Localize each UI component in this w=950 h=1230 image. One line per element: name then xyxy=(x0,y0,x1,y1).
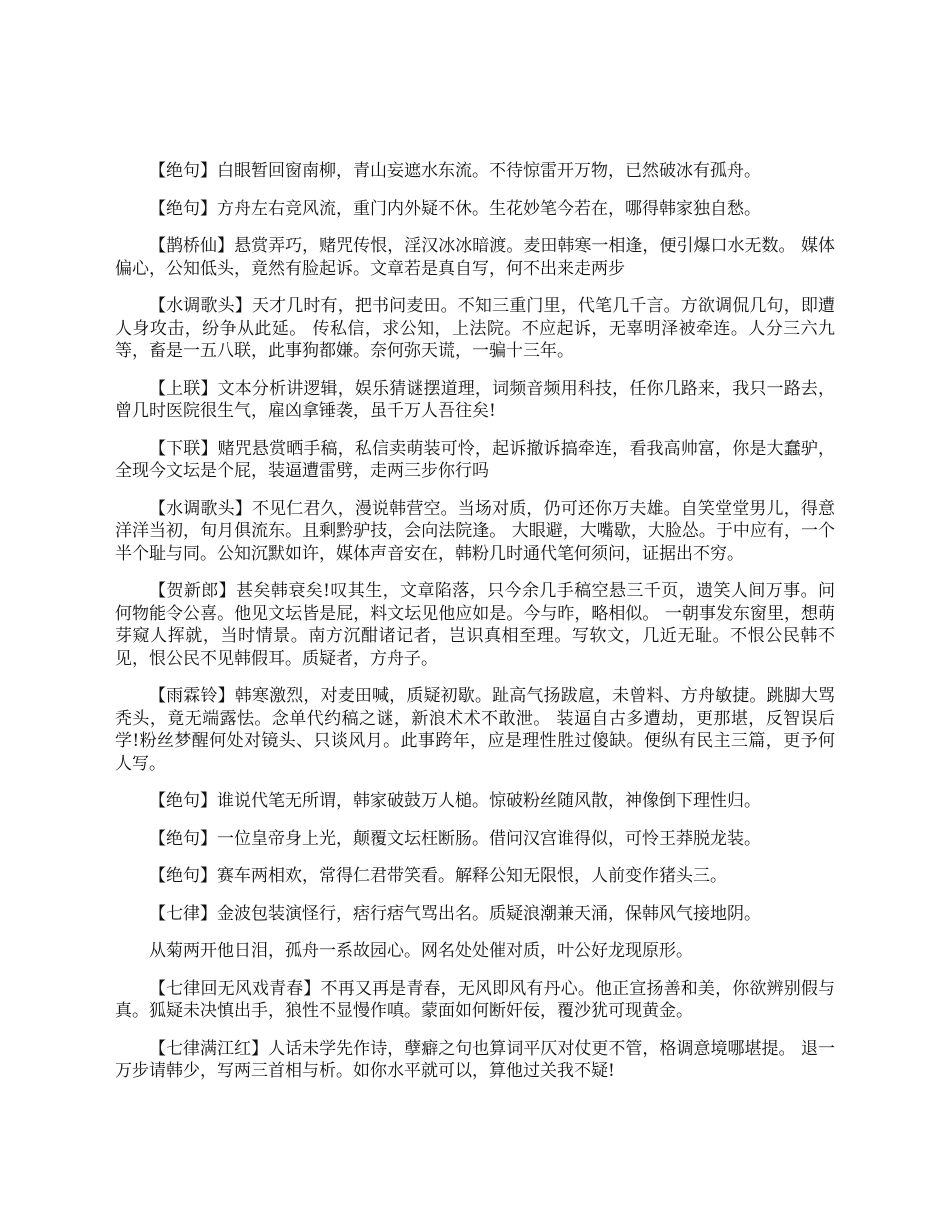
paragraph-16 xyxy=(115,1038,835,1083)
poem-text: 赌咒悬赏晒手稿，私信卖萌装可怜，起诉撤诉搞牵连，看我高帅富，你是大蠢驴，全现今文坛是个屁，装逼遭雷劈，走两三步你行吗 xyxy=(115,438,836,481)
poem-text: 白眼暂回窗南柳，青山妄遮水东流。不待惊雷开万物，已然破冰有孤舟。 xyxy=(217,161,761,181)
poem-tag: 【鹊桥仙】 xyxy=(149,236,235,256)
paragraph-3 xyxy=(115,235,835,280)
poem-tag: 【水调歌头】 xyxy=(149,498,252,519)
paragraph-10 xyxy=(115,790,835,813)
poem-text: 不见仁君久，漫说韩营空。当场对质，仍可还你万夫雄。自笑堂堂男儿，得意洋洋当初，旬月俱流东。且剩黔驴技，会向法院逢。 大眼避，大嘴歇，大脸怂。于中应有，一个半个耻与同。公知沉默如许，媒体声音安在，韩粉几时通代笔何须问，证据出不穷。 xyxy=(115,498,836,564)
poem-tag: 【七律】 xyxy=(149,903,217,924)
poem-text: 不再又再是青春，无风即风有丹心。他正宣扬善和美，你欲辨别假与真。狐疑未决慎出手，狼性不显慢作嗔。蒙面如何断奸佞，覆沙犹可现黄金。 xyxy=(115,978,836,1021)
paragraph-13 xyxy=(115,903,835,926)
poem-tag: 【雨霖铃】 xyxy=(149,686,235,706)
poem-text: 人话未学先作诗，孽癖之句也算词平仄对仗更不管，格调意境哪堪提。 退一万步请韩少，写两三首相与析。如你水平就可以，算他过关我不疑! xyxy=(115,1038,836,1081)
paragraph-12 xyxy=(115,865,835,888)
poem-tag: 【绝句】 xyxy=(149,828,217,849)
poem-text: 赛车两相欢，常得仁君带笑看。解释公知无限恨，人前变作猪头三。 xyxy=(217,866,727,886)
paragraph-5 xyxy=(115,378,835,423)
poem-text: 文本分析讲逻辑，娱乐猜谜摆道理，词频音频用科技，任你几路来，我只一路去，曾几时医院很生气，雇凶拿锤袭，虽千万人吾往矣! xyxy=(115,378,836,421)
poem-text: 天才几时有，把书问麦田。不知三重门里，代笔几千言。方欲调侃几句，即遭人身攻击，纷争从此延。 传私信，求公知，上法院。不应起诉，无辜明泽被牵连。人分三六九等，畜是一五八联，此事狗都嫌。奈何弥天谎，一骗十三年。 xyxy=(115,296,836,361)
poem-text: 悬赏弄巧，赌咒传恨，淫汉冰冰暗渡。麦田韩寒一相逢，便引爆口水无数。 媒体偏心，公知低头，竟然有脸起诉。文章若是真自写，何不出来走两步 xyxy=(115,236,835,279)
paragraph-8 xyxy=(115,580,835,670)
paragraph-7 xyxy=(115,498,835,566)
paragraph-6 xyxy=(115,438,835,483)
paragraph-9 xyxy=(115,685,835,775)
poem-tag: 【绝句】 xyxy=(149,866,217,886)
paragraph-11 xyxy=(115,828,835,851)
poem-tag: 【水调歌头】 xyxy=(149,296,252,316)
poem-text: 金波包装演怪行，痞行痞气骂出名。质疑浪潮兼天涌，保韩风气接地阴。 xyxy=(217,903,761,924)
paragraph-2 xyxy=(115,198,835,221)
paragraph-1 xyxy=(115,160,835,183)
document-body xyxy=(115,160,835,1098)
poem-tag: 【下联】 xyxy=(149,438,218,459)
paragraph-15 xyxy=(115,978,835,1023)
poem-tag: 【绝句】 xyxy=(149,161,217,181)
poem-tag: 【七律回无风戏青春】 xyxy=(149,978,321,999)
poem-tag: 【七律满江红】 xyxy=(149,1038,269,1059)
poem-text: 韩寒激烈，对麦田喊，质疑初歇。趾高气扬跋扈，未曾料、方舟敏捷。跳脚大骂秃头，竟无端露怯。念单代约稿之谜，新浪术术不敢泄。 装逼自古多遭劫，更那堪，反智误后学!粉丝梦醒何处对镜头、只谈风月。此事跨年，应是理性胜过傻缺。便纵有民主三篇，更予何人写。 xyxy=(115,686,836,774)
paragraph-4 xyxy=(115,295,835,363)
poem-tag: 【绝句】 xyxy=(149,791,217,811)
poem-text: 方舟左右竞风流，重门内外疑不休。生花妙笔今若在，哪得韩家独自愁。 xyxy=(217,198,761,219)
poem-tag: 【贺新郎】 xyxy=(149,581,237,601)
poem-text: 谁说代笔无所谓，韩家破鼓万人槌。惊破粉丝随风散，神像倒下理性归。 xyxy=(217,791,761,811)
poem-text: 从菊两开他日泪，孤舟一系故园心。网名处处催对质，叶公好龙现原形。 xyxy=(149,941,693,961)
paragraph-14 xyxy=(115,940,835,963)
poem-tag: 【上联】 xyxy=(149,378,218,399)
poem-text: 一位皇帝身上光，颠覆文坛枉断肠。借问汉宫谁得似，可怜王莽脱龙装。 xyxy=(217,828,761,849)
poem-tag: 【绝句】 xyxy=(149,198,217,219)
poem-text: 甚矣韩衰矣!叹其生，文章陷落，只今余几手稿空悬三千页，遗笑人间万事。问何物能令公喜。他见文坛皆是屁，料文坛见他应如是。今与昨，略相似。 一朝事发东窗里，想萌芽窥人挥就，当时情景。南方沉酣诸记者，岂识真相至理。写软文，几近无耻。不恨公民韩不见，恨公民不见韩假耳。质疑者，方舟子。 xyxy=(115,581,835,669)
